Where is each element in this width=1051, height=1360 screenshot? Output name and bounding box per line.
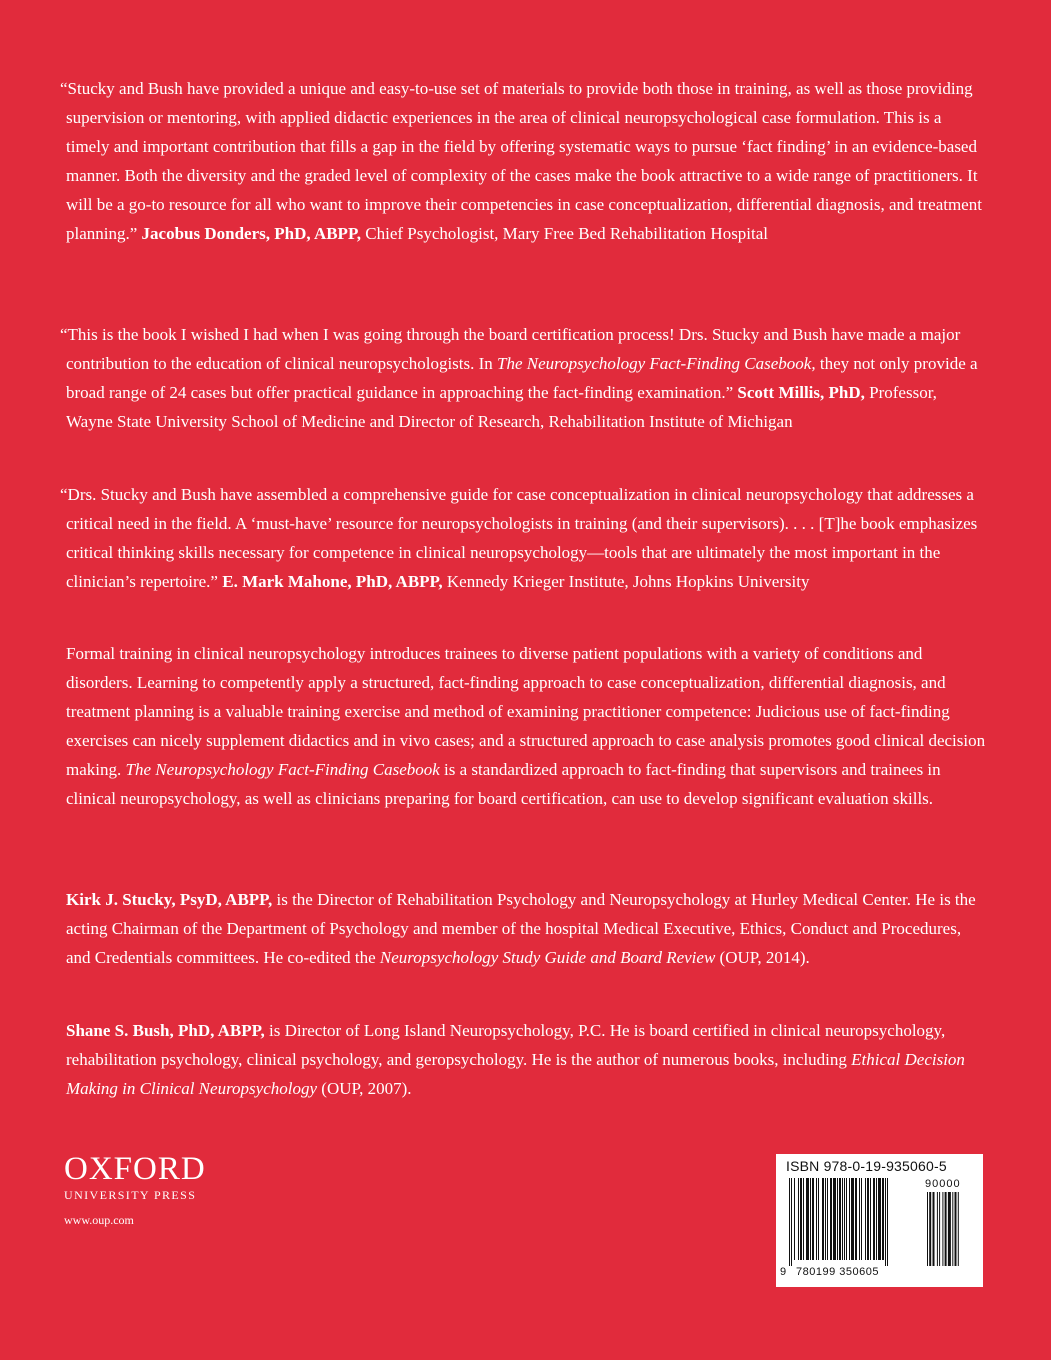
barcode-bar (806, 1178, 809, 1260)
barcode-bar (849, 1178, 850, 1260)
addon-bar (952, 1192, 953, 1266)
description-text: is a standardized approach to fact-finding that supervisors and trainees in clinical neuropsychology, as well as clinicians preparing for board certification, can use to develop significant evaluation skills. (66, 760, 941, 808)
barcode-bar (825, 1178, 826, 1260)
author-name: Kirk J. Stucky, PsyD, ABPP, (66, 890, 273, 909)
quote-text: “This is the book I wished I had when I was going through the board certification process! Drs. Stucky and Bush have made a major contribution to the education of clinical neuropsychologists. In (60, 325, 961, 373)
bio-text: is the Director of Rehabilitation Psychology and Neuropsychology at Hurley Medical Center. He is the acting Chairman of the Department of Psychology and member of the hospital Medical Executive, Ethics, Conduct and Procedures, and Credentials committees. He co-edited the (66, 890, 976, 967)
barcode-bar (878, 1178, 881, 1260)
book-description (66, 639, 991, 813)
barcode-bar (844, 1178, 845, 1260)
barcode-bar (794, 1178, 795, 1260)
addon-bar (948, 1192, 951, 1266)
barcode-bar (830, 1178, 832, 1260)
book-title: The Neuropsychology Fact-Finding Casebook, (497, 354, 816, 373)
barcode-bar (822, 1178, 824, 1260)
addon-bar (958, 1192, 959, 1266)
barcode-bar (810, 1178, 811, 1260)
book-title: The Neuropsychology Fact-Finding Casebook (125, 760, 440, 779)
barcode-bar (855, 1178, 857, 1260)
barcode-bar (887, 1178, 888, 1266)
addon-bar (945, 1192, 947, 1266)
bio-text: is Director of Long Island Neuropsychology, P.C. He is board certified in clinical neuropsychology, rehabilitation psychology, clinical psychology, and geropsychology. He is the author of numerous books, including (66, 1021, 946, 1069)
barcode-bar (876, 1178, 877, 1260)
addon-digits: 90000 (925, 1178, 961, 1190)
addon-bar (937, 1192, 938, 1266)
author-bio-stucky (66, 885, 985, 972)
quote-text: they not only provide a broad range of 24 cases but offer practical guidance in approaching the fact-finding examination.” (66, 354, 978, 402)
addon-bar (927, 1192, 928, 1266)
barcode-panel (776, 1154, 983, 1287)
barcode-bar (846, 1178, 847, 1260)
barcode-bar (798, 1178, 799, 1260)
ean-lead-digit: 9 (780, 1266, 787, 1278)
book-title: Neuropsychology Study Guide and Board Review (379, 948, 716, 967)
bio-text: (OUP, 2014). (715, 948, 810, 967)
book-title: Ethical Decision Making in Clinical Neuropsychology (66, 1050, 965, 1098)
barcode-bar (867, 1178, 869, 1260)
addon-bar (955, 1192, 957, 1266)
logo-wordmark: OXFORD (64, 1151, 206, 1187)
barcode-bar (789, 1178, 790, 1266)
quote-text: “Stucky and Bush have provided a unique and easy-to-use set of materials to provide both those in training, as well as those providing supervision or mentoring, with applied didactic experiences in the area of clinical neuropsychological case formulation. This is a timely and important contribution that fills a gap in the field by offering systematic ways to pursue ‘fact finding’ in an evidence-based manner. Both the diversity and the graded level of complexity of the cases make the book attractive to a wide range of practitioners. It will be a go-to resource for all who want to improve their competencies in case conceptualization, differential diagnosis, and treatment planning.” (60, 79, 982, 243)
addon-bar (929, 1192, 931, 1266)
ean-digits: 780199 350605 (796, 1266, 879, 1278)
addon-bar (933, 1192, 935, 1266)
barcode-bar (833, 1178, 836, 1260)
quote-author: Jacobus Donders, PhD, ABPP, (141, 224, 362, 243)
barcode-bar (800, 1178, 802, 1260)
barcode-bar (818, 1178, 819, 1260)
logo-subtitle: UNIVERSITY PRESS (64, 1188, 197, 1202)
author-bio-bush (66, 1016, 985, 1103)
description-text: Formal training in clinical neuropsychology introduces trainees to diverse patient populations with a variety of conditions and disorders. Learning to competently apply a structured, fact-finding approach to case conceptualization, differential diagnosis, and treatment planning is a valuable training exercise and method of examining practitioner competence: Judicious use of fact-finding exercises can nicely supplement didactics and in vivo cases; and a structured approach to case analysis promotes good clinical decision making. (66, 644, 986, 779)
barcode-icon (789, 1178, 977, 1266)
quote-mahone (60, 480, 985, 596)
bio-text: (OUP, 2007). (317, 1079, 412, 1098)
barcode-bar (837, 1178, 838, 1260)
barcode-bar (882, 1178, 884, 1260)
barcode-bar (873, 1178, 875, 1260)
barcode-bar (812, 1178, 814, 1260)
barcode-bar (861, 1178, 862, 1260)
barcode-bar (791, 1178, 792, 1266)
publisher-logo (64, 1152, 206, 1203)
addon-bar (942, 1192, 943, 1266)
quote-donders (60, 74, 985, 248)
barcode-bar (851, 1178, 854, 1260)
quote-affiliation: Chief Psychologist, Mary Free Bed Rehabilitation Hospital (365, 224, 769, 243)
barcode-bar (839, 1178, 841, 1260)
quote-author: Scott Millis, PhD, (737, 383, 865, 402)
barcode-bar (803, 1178, 804, 1260)
barcode-bar (816, 1178, 817, 1260)
addon-bar (939, 1192, 940, 1266)
quote-author: E. Mark Mahone, PhD, ABPP, (222, 572, 443, 591)
barcode-bar (859, 1178, 860, 1260)
quote-text: “Drs. Stucky and Bush have assembled a comprehensive guide for case conceptualization in clinical neuropsychology that addresses a critical need in the field. A ‘must-have’ resource for neuropsychologists in training (and their supervisors). . . . [T]he book emphasizes critical thinking skills necessary for competence in clinical neuropsychology—tools that are ultimately the most important in the clinician’s repertoire.” (60, 485, 978, 591)
barcode-bar (842, 1178, 843, 1260)
barcode-bar (865, 1178, 866, 1260)
quote-affiliation: Professor, Wayne State University School of Medicine and Director of Research, Rehabilitation Institute of Michigan (66, 383, 937, 431)
quote-affiliation: Kennedy Krieger Institute, Johns Hopkins University (446, 572, 810, 591)
barcode-bar (885, 1178, 886, 1266)
publisher-url[interactable]: www.oup.com (64, 1213, 134, 1227)
quote-millis (60, 320, 985, 436)
author-name: Shane S. Bush, PhD, ABPP, (66, 1021, 265, 1040)
barcode-bar (827, 1178, 828, 1260)
barcode-bar (870, 1178, 871, 1260)
isbn-label: ISBN 978-0-19-935060-5 (786, 1158, 947, 1174)
